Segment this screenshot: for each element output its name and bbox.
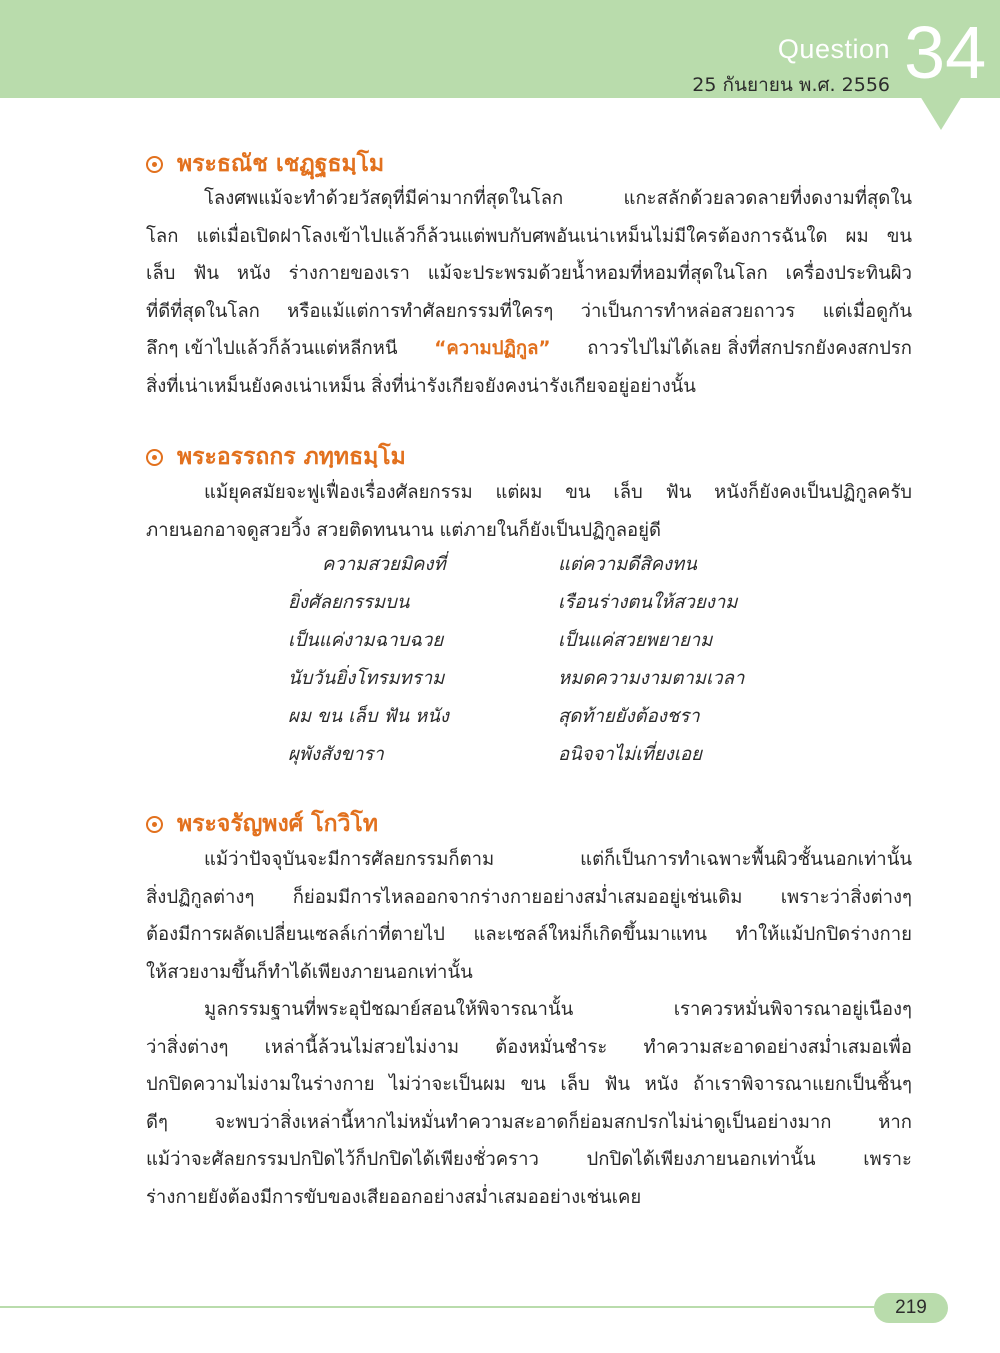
poem-line-right: เป็นแค่สวยพยายาม — [558, 630, 713, 651]
section-heading-2 — [146, 439, 406, 475]
header-pointer-decoration — [920, 96, 962, 130]
poem-line-right: เรือนร่างตนให้สวยงาม — [558, 592, 738, 613]
body-line: มูลกรรมฐานที่พระอุปัชฌาย์สอนให้พิจารณานั้น เราควรหมั่นพิจารณาอยู่เนืองๆ — [204, 999, 912, 1020]
poem-row — [0, 626, 1000, 664]
body-line: แม้ว่าปัจจุบันจะมีการศัลยกรรมก็ตาม แต่ก็เป็นการทำเฉพาะพื้นผิวชั้นนอกเท่านั้น — [204, 849, 912, 870]
body-line: แม้ว่าจะศัลยกรรมปกปิดไว้ก็ปกปิดได้เพียงชั่วคราว ปกปิดได้เพียงภายนอกเท่านั้น เพราะ — [146, 1149, 912, 1170]
body-line: สิ่งปฏิกูลต่างๆ ก็ย่อมมีการไหลออกจากร่างกายอย่างสม่ำเสมออยู่เช่นเดิม เพราะว่าสิ่งต่างๆ — [146, 886, 912, 908]
question-label: Question — [777, 34, 890, 64]
poem-row — [0, 664, 1000, 702]
question-number: 34 — [904, 11, 987, 94]
poem-row — [0, 588, 1000, 626]
poem-row — [0, 550, 1000, 588]
body-line: ดีๆ จะพบว่าสิ่งเหล่านี้หากไม่หมั่นทำความสะอาดก็ย่อมสกปรกไม่น่าดูเป็นอย่างมาก หาก — [146, 1111, 912, 1133]
poem-line-left: เป็นแค่งามฉาบฉวย — [288, 630, 444, 651]
body-line: ปกปิดความไม่งามในร่างกาย ไม่ว่าจะเป็นผม ขน เล็บ ฟัน หนัง ถ้าเราพิจารณาแยกเป็นชิ้นๆ — [146, 1074, 912, 1095]
poem-row — [0, 702, 1000, 740]
poem-line-left: ผุพังสังขารา — [288, 744, 384, 765]
circle-dot-icon — [146, 156, 163, 173]
poem-line-left: ความสวยมิคงที่ — [322, 554, 446, 575]
section-heading-1 — [146, 146, 384, 182]
body-line: ต้องมีการผลัดเปลี่ยนเซลล์เก่าที่ตายไป และเซลล์ใหม่ก็เกิดขึ้นมาแทน ทำให้แม้ปกปิดร่างกาย — [146, 924, 912, 945]
poem-line-right: แต่ความดีสิคงทน — [558, 554, 697, 575]
body-line: ร่างกายยังต้องมีการขับของเสียออกอย่างสม่ำเสมออย่างเช่นเคย — [146, 1186, 642, 1208]
body-line: ให้สวยงามขึ้นก็ทำได้เพียงภายนอกเท่านั้น — [146, 961, 473, 983]
body-line-part: ลึกๆ เข้าไปแล้วก็ล้วนแต่หลีกหนี — [146, 338, 398, 359]
poem-line-left: ผม ขน เล็บ ฟัน หนัง — [288, 706, 449, 727]
poem-line-right: สุดท้ายยังต้องชรา — [558, 706, 700, 727]
body-line: สิ่งที่เน่าเหม็นยังคงเน่าเหม็น สิ่งที่น่ารังเกียจยังคงน่ารังเกียจอยู่อย่างนั้น — [146, 375, 696, 397]
section-title-3: พระจรัญพงศ์ โกวิโท — [177, 811, 379, 837]
poem-row — [0, 740, 1000, 778]
section-body-1 — [146, 180, 912, 405]
poem-line-left: นับวันยิ่งโทรมทราม — [288, 668, 445, 689]
body-line: โลก แต่เมื่อเปิดฝาโลงเข้าไปแล้วก็ล้วนแต่พบกับศพอันเน่าเหม็นไม่มีใครต้องการฉันใด ผม ขน — [146, 225, 912, 247]
body-line-part: ถาวรไปไม่ได้เลย สิ่งที่สกปรกยังคงสกปรก — [587, 338, 912, 359]
body-line-with-highlight — [146, 330, 912, 368]
body-line: เล็บ ฟัน หนัง ร่างกายของเรา แม้จะประพรมด้วยน้ำหอมที่หอมที่สุดในโลก เครื่องประทินผิว — [146, 263, 912, 284]
poem-line-right: หมดความงามตามเวลา — [558, 668, 745, 689]
poem-line-left: ยิ่งศัลยกรรมบน — [288, 592, 410, 613]
poem-line-right: อนิจจาไม่เที่ยงเอย — [558, 744, 702, 765]
section-title-2: พระอรรถกร ภทฺทธมฺโม — [177, 444, 406, 470]
body-line: ภายนอกอาจดูสวยวิ้ง สวยติดทนนาน แต่ภายในก็ยังเป็นปฏิกูลอยู่ดี — [146, 519, 662, 541]
body-line: แม้ยุคสมัยจะฟูเฟื่องเรื่องศัลยกรรม แต่ผม ขน เล็บ ฟัน หนังก็ยังคงเป็นปฏิกูลครับ — [204, 482, 912, 503]
circle-dot-icon — [146, 816, 163, 833]
section-body-3 — [146, 841, 912, 1216]
circle-dot-icon — [146, 449, 163, 466]
body-line: ว่าสิ่งต่างๆ เหล่านี้ล้วนไม่สวยไม่งาม ต้องหมั่นชำระ ทำความสะอาดอย่างสม่ำเสมอเพื่อ — [146, 1036, 912, 1058]
body-line: โลงศพแม้จะทำด้วยวัสดุที่มีค่ามากที่สุดในโลก แกะสลักด้วยลวดลายที่งดงามที่สุดใน — [204, 188, 912, 209]
section-title-1: พระธณัช เชฏฺฐธมฺโม — [177, 151, 385, 177]
question-date: 25 กันยายน พ.ศ. 2556 — [692, 74, 890, 96]
section-body-2 — [146, 474, 912, 549]
footer-divider — [0, 1306, 880, 1308]
body-line: ที่ดีที่สุดในโลก หรือแม้แต่การทำศัลยกรรมที่ใครๆ ว่าเป็นการทำหล่อสวยถาวร แต่เมื่อดูกัน — [146, 300, 912, 322]
section-heading-3 — [146, 806, 378, 842]
page-number-badge: 219 — [874, 1293, 948, 1323]
highlight-term: “ความปฏิกูล” — [434, 338, 551, 359]
